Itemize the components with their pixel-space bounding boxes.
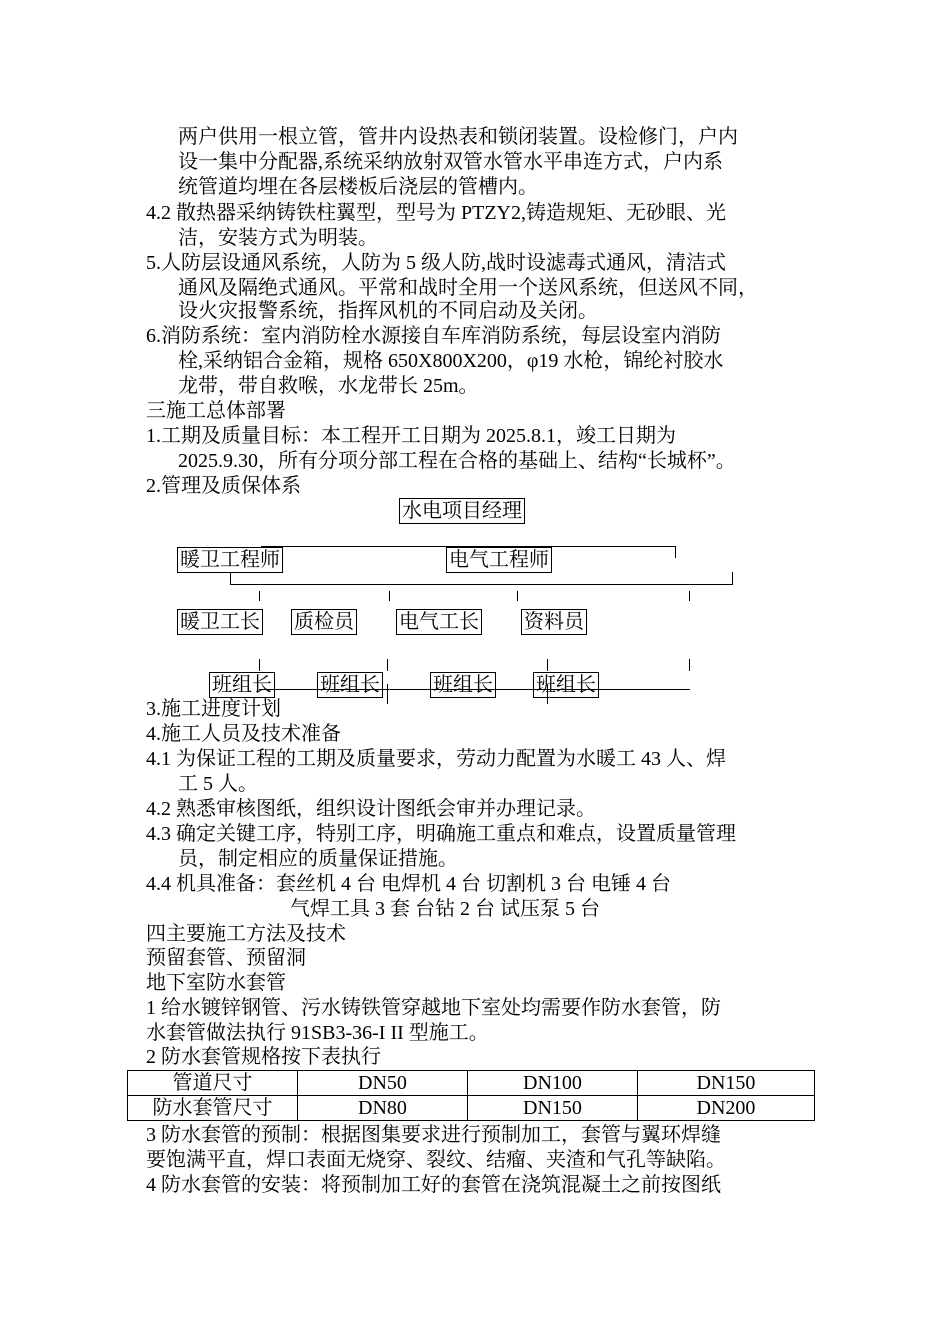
connector-line (517, 591, 518, 601)
table-cell: DN150 (468, 1096, 638, 1121)
connector-line (689, 591, 690, 601)
text-line: 通风及隔绝式通风。平常和战时全用一个送风系统，但送风不同， (178, 277, 758, 299)
text-line: 设火灾报警系统，指挥风机的不同启动及关闭。 (178, 300, 598, 322)
table-cell: DN150 (638, 1071, 815, 1096)
text-line: 工 5 人。 (178, 773, 258, 795)
text-line: 1.工期及质量目标：本工程开工日期为 2025.8.1，竣工日期为 (146, 425, 676, 447)
text-line: 6.消防系统：室内消防栓水源接自车库消防系统，每层设室内消防 (146, 325, 721, 347)
text-line: 4.1 为保证工程的工期及质量要求，劳动力配置为水暖工 43 人、焊 (146, 748, 726, 770)
text-line: 3 防水套管的预制：根据图集要求进行预制加工，套管与翼环焊缝 (146, 1124, 721, 1146)
org-box-engineer: 暖卫工程师 (177, 547, 283, 573)
text-line: 2025.9.30，所有分项分部工程在合格的基础上、结构“长城杯”。 (178, 450, 736, 472)
section-heading: 四主要施工方法及技术 (146, 923, 346, 945)
connector-line (547, 659, 548, 671)
text-line: 设一集中分配器,系统采纳放射双管水管水平串连方式，户内系 (178, 151, 723, 173)
connector-line (389, 591, 390, 601)
org-box-staff: 电气工长 (396, 609, 482, 635)
text-line: 4 防水套管的安装：将预制加工好的套管在浇筑混凝土之前按图纸 (146, 1174, 721, 1196)
org-box-staff: 质检员 (291, 609, 357, 635)
text-line: 2.管理及质保体系 (146, 475, 301, 497)
text-line: 栓,采纳铝合金箱，规格 650X800X200，φ19 水枪，锦纶衬胶水 (178, 350, 724, 372)
org-box-team-leader: 班组长 (533, 672, 599, 698)
connector-line (732, 572, 733, 584)
table-cell: DN100 (468, 1071, 638, 1096)
org-box-engineer: 电气工程师 (446, 547, 552, 573)
connector-line (259, 659, 260, 671)
sleeve-spec-table (127, 1070, 815, 1121)
text-line: 龙带，带自救喉，水龙带长 25m。 (178, 375, 479, 397)
text-line: 4.2 散热器采纳铸铁柱翼型，型号为 PTZY2,铸造规矩、无砂眼、光 (146, 202, 726, 224)
text-line: 3.施工进度计划 (146, 698, 281, 720)
text-line: 两户供用一根立管，管井内设热表和锁闭装置。设检修门，户内 (178, 126, 738, 148)
text-line: 4.施工人员及技术准备 (146, 723, 341, 745)
org-box-team-leader: 班组长 (317, 672, 383, 698)
section-heading: 三施工总体部署 (146, 400, 286, 422)
org-box-staff: 资料员 (521, 609, 587, 635)
table-cell: DN50 (298, 1071, 468, 1096)
connector-line (259, 591, 260, 601)
table-cell: DN200 (638, 1096, 815, 1121)
table-row (128, 1071, 815, 1096)
text-line: 统管道均埋在各层楼板后浇层的管槽内。 (178, 176, 538, 198)
text-line: 2 防水套管规格按下表执行 (146, 1046, 381, 1068)
text-line: 预留套管、预留洞 (146, 947, 306, 969)
text-line: 水套管做法执行 91SB3-36-I II 型施工。 (146, 1022, 489, 1044)
text-line: 1 给水镀锌钢管、污水铸铁管穿越地下室处均需要作防水套管，防 (146, 997, 721, 1019)
text-line: 4.2 熟悉审核图纸，组织设计图纸会审并办理记录。 (146, 798, 596, 820)
org-box-team-leader: 班组长 (209, 672, 275, 698)
org-box-manager: 水电项目经理 (399, 498, 525, 524)
org-box-team-leader: 班组长 (430, 672, 496, 698)
table-row (128, 1096, 815, 1121)
connector-line (230, 572, 231, 584)
text-line: 要饱满平直，焊口表面无烧穿、裂纹、结瘤、夹渣和气孔等缺陷。 (146, 1149, 726, 1171)
table-cell: DN80 (298, 1096, 468, 1121)
text-line: 气焊工具 3 套 台钻 2 台 试压泵 5 台 (290, 898, 600, 920)
connector-line (387, 659, 388, 671)
connector-line (230, 584, 733, 585)
connector-line (387, 684, 388, 704)
connector-line (689, 659, 690, 671)
text-line: 5.人防层设通风系统，人防为 5 级人防,战时设滤毒式通风，清洁式 (146, 252, 726, 274)
text-line: 地下室防水套管 (146, 972, 286, 994)
text-line: 4.4 机具准备：套丝机 4 台 电焊机 4 台 切割机 3 台 电锤 4 台 (146, 873, 671, 895)
org-box-staff: 暖卫工长 (177, 609, 263, 635)
text-line: 员，制定相应的质量保证措施。 (178, 848, 458, 870)
table-cell: 管道尺寸 (128, 1071, 298, 1096)
connector-line (675, 546, 676, 558)
text-line: 4.3 确定关键工序，特别工序，明确施工重点和难点，设置质量管理 (146, 823, 736, 845)
table-cell: 防水套管尺寸 (128, 1096, 298, 1121)
text-line: 洁，安装方式为明装。 (178, 227, 378, 249)
